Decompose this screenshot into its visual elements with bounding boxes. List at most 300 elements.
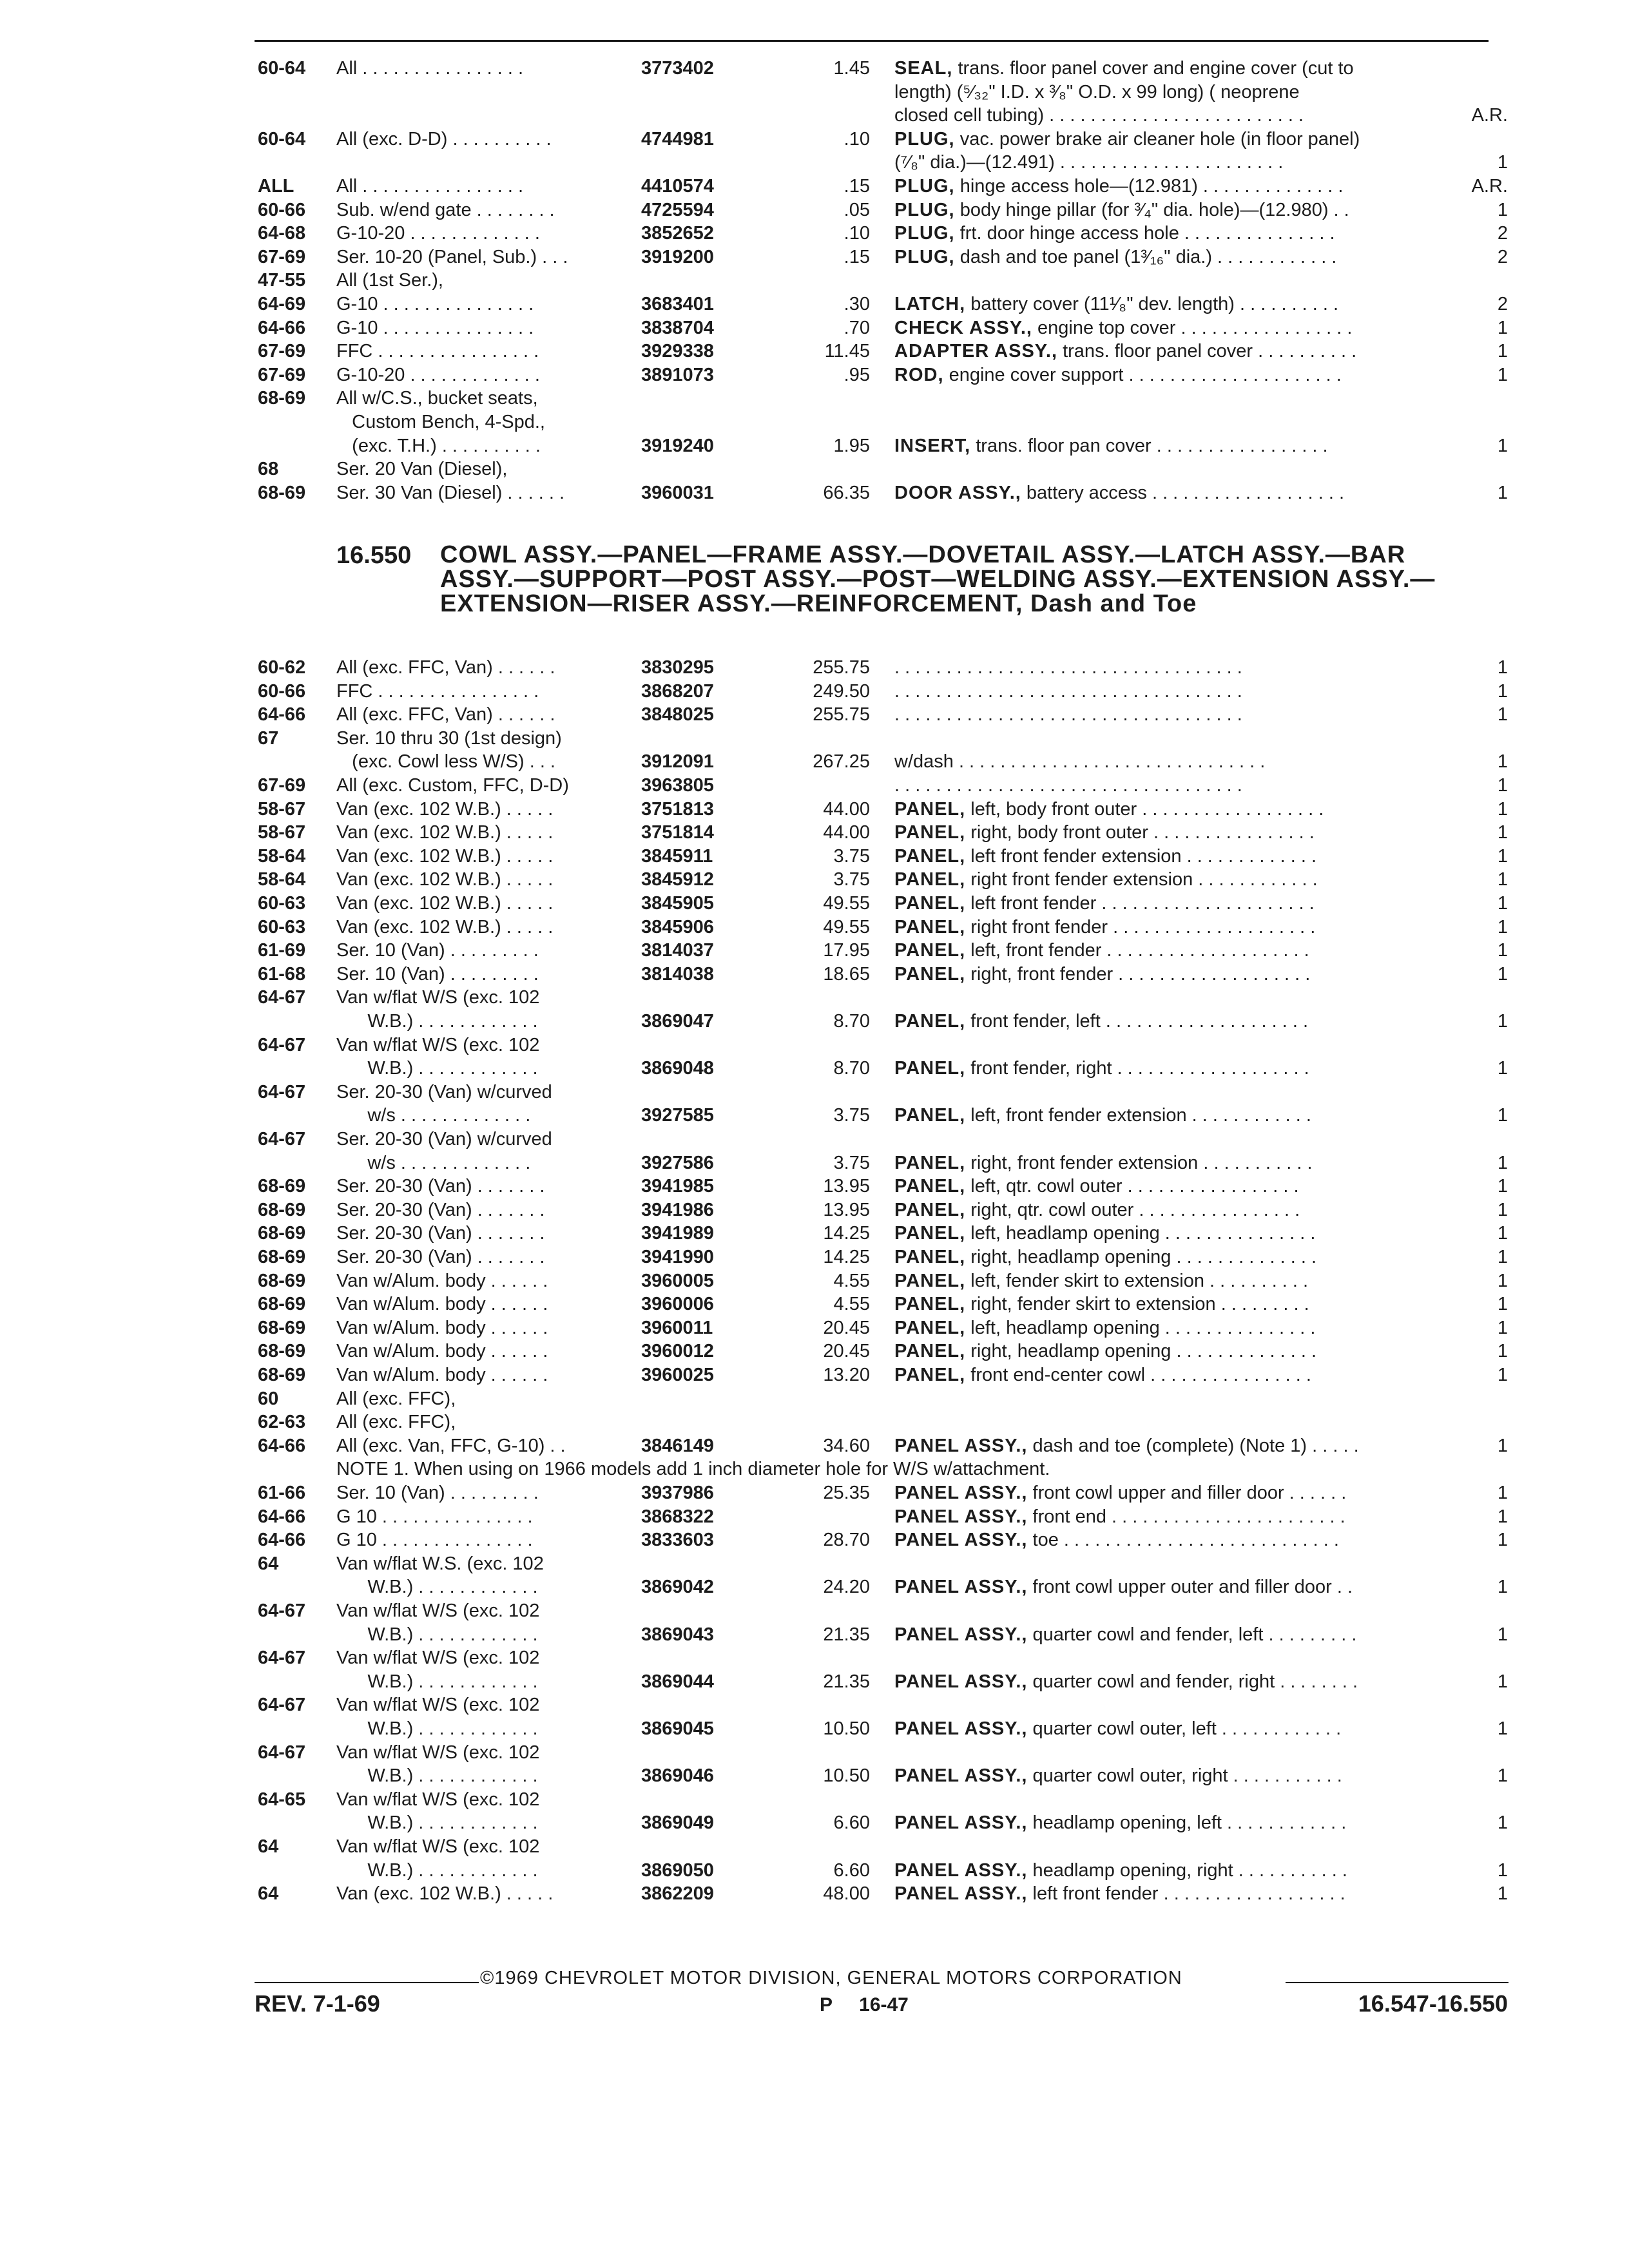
part-number-cell: 3869047 — [641, 1011, 714, 1032]
model-cell: G 10 . . . . . . . . . . . . . . . — [336, 1530, 533, 1551]
price-cell: 14.25 — [823, 1223, 870, 1244]
part-name: PANEL ASSY., — [894, 1883, 1028, 1905]
price-cell: 6.60 — [833, 1812, 870, 1834]
description-cell — [894, 1269, 1308, 1293]
price-cell: 10.50 — [823, 1765, 870, 1787]
year-cell: 60-62 — [258, 657, 306, 678]
description-cell — [894, 222, 1335, 245]
part-description: closed cell tubing) . . . . . . . . . . . . . . . . . . . . . . . . . — [894, 105, 1304, 126]
part-description: trans. floor pan cover . . . . . . . . . . . . . . . . . — [976, 435, 1328, 456]
part-row — [0, 481, 1629, 505]
quantity-cell: 1 — [1497, 1152, 1508, 1173]
year-cell: 60 — [258, 1388, 279, 1409]
price-cell: 66.35 — [823, 482, 870, 503]
quantity-cell: 1 — [1497, 1294, 1508, 1315]
year-cell: 58-64 — [258, 869, 306, 890]
description-cell — [894, 1198, 1300, 1222]
price-cell: 4.55 — [833, 1270, 870, 1291]
part-number-cell: 3868322 — [641, 1506, 714, 1527]
part-description: . . . . . . . . . . . . . . . . . . . . . . . . . . . . . . . . . . — [894, 775, 1242, 796]
price-cell: 267.25 — [813, 751, 870, 773]
description-cell — [894, 293, 1338, 316]
model-cell: Ser. 10 thru 30 (1st design) — [336, 727, 562, 749]
price-cell: .10 — [843, 223, 870, 244]
year-cell: 68-69 — [258, 388, 306, 409]
year-cell: 64-67 — [258, 1600, 306, 1621]
part-name: PANEL, — [894, 1176, 966, 1197]
part-row — [0, 1646, 1629, 1669]
part-number-cell: 3869042 — [641, 1577, 714, 1598]
year-cell: 64-67 — [258, 1081, 306, 1102]
part-name: PANEL ASSY., — [894, 1765, 1028, 1787]
model-cell: w/s . . . . . . . . . . . . . — [336, 1152, 531, 1173]
model-cell: Van (exc. 102 W.B.) . . . . . — [336, 1883, 554, 1905]
part-description: engine cover support . . . . . . . . . . . . . . . . . . . . . — [949, 364, 1342, 385]
quantity-cell: 1 — [1497, 916, 1508, 937]
year-cell: 68-69 — [258, 1270, 306, 1291]
model-cell: Ser. 20-30 (Van) . . . . . . . — [336, 1199, 545, 1220]
part-row — [0, 81, 1629, 104]
part-row — [0, 387, 1629, 410]
part-description: quarter cowl and fender, left . . . . . . . . . — [1032, 1624, 1357, 1645]
part-row — [0, 410, 1629, 434]
part-description: headlamp opening, right . . . . . . . . . . . — [1032, 1860, 1347, 1881]
description-cell — [894, 1575, 1353, 1599]
price-cell: 28.70 — [823, 1530, 870, 1551]
price-cell: 14.25 — [823, 1247, 870, 1267]
year-cell: 60-63 — [258, 916, 306, 937]
description-cell — [894, 1363, 1311, 1387]
part-number-cell: 3960012 — [641, 1341, 714, 1362]
year-cell: 61-66 — [258, 1483, 306, 1503]
part-description: left, front fender extension . . . . . . . . . . . . — [970, 1105, 1311, 1126]
quantity-cell: 1 — [1497, 1247, 1508, 1267]
part-description: left, front fender . . . . . . . . . . . . . . . . . . . . — [970, 940, 1309, 961]
quantity-cell: 1 — [1497, 775, 1508, 796]
year-cell: 67-69 — [258, 364, 306, 385]
part-row — [0, 845, 1629, 868]
part-description: right, body front outer . . . . . . . . . . . . . . . . — [970, 822, 1315, 843]
part-number-cell: 3941990 — [641, 1247, 714, 1267]
part-row — [0, 916, 1629, 939]
part-number-cell: 3869046 — [641, 1765, 714, 1787]
part-description: left, body front outer . . . . . . . . . . . . . . . . . . — [970, 798, 1324, 820]
description-cell — [894, 1505, 1345, 1528]
part-number-cell: 3852652 — [641, 223, 714, 244]
part-description: quarter cowl outer, right . . . . . . . . . . . — [1032, 1765, 1342, 1787]
model-cell: All (exc. FFC), — [336, 1388, 456, 1409]
model-cell: G 10 . . . . . . . . . . . . . . . — [336, 1506, 533, 1527]
part-number-cell: 3862209 — [641, 1883, 714, 1905]
price-cell: 8.70 — [833, 1058, 870, 1079]
part-row — [0, 1717, 1629, 1740]
year-cell: 64 — [258, 1883, 279, 1905]
part-name: PANEL, — [894, 1105, 966, 1126]
model-cell: Van w/flat W/S (exc. 102 — [336, 1600, 540, 1621]
part-description: front fender, right . . . . . . . . . . . . . . . . . . . — [970, 1058, 1309, 1079]
year-cell: 58-67 — [258, 822, 306, 843]
year-cell: 68-69 — [258, 1317, 306, 1338]
quantity-cell: 1 — [1497, 1812, 1508, 1834]
description-cell — [894, 1882, 1345, 1905]
part-name: PANEL, — [894, 1247, 966, 1267]
part-number-cell: 3869045 — [641, 1718, 714, 1739]
part-number-cell: 3869049 — [641, 1812, 714, 1834]
part-row — [0, 1788, 1629, 1811]
model-cell: Ser. 20-30 (Van) w/curved — [336, 1129, 552, 1149]
description-cell — [894, 434, 1328, 457]
description-cell — [894, 316, 1352, 340]
year-cell: 61-68 — [258, 963, 306, 985]
quantity-cell: 1 — [1497, 482, 1508, 503]
year-cell: 60-64 — [258, 128, 306, 149]
quantity-cell: 2 — [1497, 294, 1508, 314]
quantity-cell: 1 — [1497, 1765, 1508, 1787]
section-number: 16.550 — [336, 542, 412, 569]
model-cell: Ser. 10 (Van) . . . . . . . . . — [336, 1483, 539, 1503]
year-cell: 47-55 — [258, 270, 306, 291]
description-cell — [894, 104, 1304, 127]
part-row — [0, 245, 1629, 269]
part-description: left front fender extension . . . . . . . . . . . . . — [970, 845, 1317, 867]
description-cell — [894, 1104, 1311, 1127]
part-row — [0, 104, 1629, 127]
price-cell: .10 — [843, 128, 870, 149]
footer-rule-left — [255, 1982, 479, 1983]
part-row — [0, 457, 1629, 481]
year-cell: 64-67 — [258, 1695, 306, 1716]
description-cell — [894, 1481, 1346, 1504]
part-number-cell: 3845905 — [641, 893, 714, 914]
year-cell: 68-69 — [258, 1247, 306, 1267]
description-cell — [894, 939, 1309, 962]
part-name: PANEL, — [894, 1223, 966, 1244]
description-cell — [894, 175, 1343, 198]
part-name: PANEL, — [894, 1365, 966, 1385]
part-description: dash and toe (complete) (Note 1) . . . . . — [1032, 1435, 1359, 1456]
year-cell: 64-69 — [258, 294, 306, 314]
year-cell: ALL — [258, 176, 294, 197]
description-cell — [894, 1528, 1339, 1552]
price-cell: 255.75 — [813, 704, 870, 726]
description-cell — [894, 1175, 1299, 1198]
quantity-cell: 1 — [1497, 845, 1508, 867]
description-cell — [894, 1057, 1309, 1080]
part-row — [0, 1882, 1629, 1905]
model-cell: (exc. T.H.) . . . . . . . . . . — [336, 435, 541, 456]
year-cell: 64-67 — [258, 1742, 306, 1763]
part-row — [0, 821, 1629, 844]
description-cell — [894, 245, 1336, 269]
description-cell — [894, 1316, 1315, 1340]
part-row — [0, 1835, 1629, 1858]
part-name: PANEL ASSY., — [894, 1624, 1028, 1645]
part-name: PANEL ASSY., — [894, 1577, 1028, 1598]
model-cell: W.B.) . . . . . . . . . . . . — [336, 1671, 538, 1692]
model-cell: Van w/Alum. body . . . . . . — [336, 1317, 548, 1338]
description-cell — [894, 703, 1242, 726]
part-number-cell: 3891073 — [641, 364, 714, 385]
quantity-cell: 1 — [1497, 822, 1508, 843]
part-row — [0, 1693, 1629, 1716]
price-cell: 4.55 — [833, 1294, 870, 1315]
footer-rule-right — [1286, 1982, 1509, 1983]
part-row — [0, 1505, 1629, 1528]
part-description: front fender, left . . . . . . . . . . . . . . . . . . . . — [970, 1011, 1309, 1032]
part-row — [0, 1269, 1629, 1293]
part-number-cell: 3814038 — [641, 963, 714, 985]
part-row — [0, 1434, 1629, 1457]
part-row — [0, 1741, 1629, 1764]
quantity-cell: 1 — [1497, 435, 1508, 456]
model-cell: Ser. 20-30 (Van) . . . . . . . — [336, 1223, 545, 1244]
model-cell: Van w/Alum. body . . . . . . — [336, 1270, 548, 1291]
part-name: ROD, — [894, 364, 944, 385]
model-cell: FFC . . . . . . . . . . . . . . . . — [336, 341, 539, 362]
price-cell: .30 — [843, 294, 870, 314]
description-cell — [894, 680, 1242, 703]
part-row — [0, 774, 1629, 797]
model-cell: All (exc. FFC, Van) . . . . . . — [336, 657, 555, 678]
price-cell: .95 — [843, 364, 870, 385]
model-cell: (exc. Cowl less W/S) . . . — [336, 751, 555, 773]
description-cell — [894, 57, 1354, 80]
part-description: engine top cover . . . . . . . . . . . . . . . . . — [1037, 317, 1353, 338]
quantity-cell: 1 — [1497, 1223, 1508, 1244]
part-description: left front fender . . . . . . . . . . . . . . . . . . . . . — [970, 893, 1315, 914]
part-number-cell: 3869048 — [641, 1058, 714, 1079]
description-cell — [894, 821, 1315, 844]
part-description: right front fender extension . . . . . . . . . . . . — [970, 869, 1318, 890]
part-number-cell: 3751813 — [641, 798, 714, 820]
description-cell — [894, 892, 1315, 915]
part-number-cell: 3846149 — [641, 1435, 714, 1456]
part-number-cell: 3919240 — [641, 435, 714, 456]
part-description: left, fender skirt to extension . . . . . . . . . . — [970, 1270, 1309, 1291]
quantity-cell: 1 — [1497, 1577, 1508, 1598]
part-number-cell: 3814037 — [641, 940, 714, 961]
price-cell: 10.50 — [823, 1718, 870, 1739]
part-name: PANEL, — [894, 963, 966, 985]
description-cell — [894, 1859, 1347, 1882]
quantity-cell: 1 — [1497, 657, 1508, 678]
price-cell: .05 — [843, 199, 870, 220]
description-cell — [894, 1222, 1315, 1245]
footer-page-number: P 16-47 — [820, 1994, 909, 2015]
price-cell: 13.20 — [823, 1365, 870, 1385]
price-cell: 1.95 — [833, 435, 870, 456]
quantity-cell: 1 — [1497, 1671, 1508, 1692]
part-description: trans. floor panel cover and engine cover (cut to — [958, 58, 1354, 79]
part-row — [0, 1316, 1629, 1340]
part-description: front end-center cowl . . . . . . . . . . . . . . . . — [970, 1365, 1311, 1385]
model-cell: Ser. 10-20 (Panel, Sub.) . . . — [336, 246, 568, 267]
model-cell: Ser. 30 Van (Diesel) . . . . . . — [336, 482, 565, 503]
part-row — [0, 363, 1629, 387]
quantity-cell: 1 — [1497, 680, 1508, 702]
part-number-cell: 3869044 — [641, 1671, 714, 1692]
quantity-cell: 1 — [1497, 1530, 1508, 1551]
part-number-cell: 3845911 — [641, 845, 713, 867]
year-cell: 60-66 — [258, 680, 306, 702]
part-row — [0, 1552, 1629, 1575]
part-number-cell: 4410574 — [641, 176, 714, 197]
description-cell — [894, 916, 1315, 939]
part-row — [0, 1623, 1629, 1646]
description-cell — [894, 1670, 1358, 1693]
part-number-cell: 3941985 — [641, 1176, 714, 1197]
model-cell: Van w/Alum. body . . . . . . — [336, 1365, 548, 1385]
part-row — [0, 128, 1629, 151]
part-description: quarter cowl outer, left . . . . . . . . . . . . — [1032, 1718, 1342, 1739]
part-row — [0, 1057, 1629, 1080]
year-cell: 64-66 — [258, 1506, 306, 1527]
quantity-cell: 1 — [1497, 1270, 1508, 1291]
year-cell: 64-66 — [258, 1530, 306, 1551]
model-cell: W.B.) . . . . . . . . . . . . — [336, 1860, 538, 1881]
quantity-cell: A.R. — [1471, 105, 1508, 126]
part-row — [0, 1245, 1629, 1269]
part-description: front end . . . . . . . . . . . . . . . . . . . . . . . — [1032, 1506, 1345, 1527]
part-name: CHECK ASSY., — [894, 317, 1032, 338]
part-description: battery access . . . . . . . . . . . . . . . . . . . — [1026, 482, 1345, 503]
description-cell — [894, 656, 1242, 679]
part-number-cell: 3845912 — [641, 869, 714, 890]
part-name: PANEL ASSY., — [894, 1812, 1028, 1834]
part-name: PANEL, — [894, 869, 966, 890]
model-cell: Van (exc. 102 W.B.) . . . . . — [336, 798, 554, 820]
part-number-cell: 4725594 — [641, 199, 714, 220]
description-cell — [894, 774, 1242, 797]
year-cell: 67 — [258, 727, 279, 749]
part-number-cell: 3773402 — [641, 58, 714, 79]
quantity-cell: 2 — [1497, 246, 1508, 267]
part-number-cell: 3927586 — [641, 1152, 714, 1173]
part-row — [0, 175, 1629, 198]
part-name: PANEL ASSY., — [894, 1860, 1028, 1881]
part-name: PANEL, — [894, 1270, 966, 1291]
part-number-cell: 3941989 — [641, 1223, 714, 1244]
model-cell: Van (exc. 102 W.B.) . . . . . — [336, 893, 554, 914]
year-cell: 61-69 — [258, 940, 306, 961]
quantity-cell: 1 — [1497, 1483, 1508, 1503]
model-cell: Van (exc. 102 W.B.) . . . . . — [336, 845, 554, 867]
part-row — [0, 1457, 1629, 1481]
year-cell: 64-67 — [258, 1648, 306, 1669]
part-description: trans. floor panel cover . . . . . . . . . . — [1063, 341, 1357, 362]
part-number-cell: 3929338 — [641, 341, 714, 362]
part-name: PANEL, — [894, 798, 966, 820]
part-name: PANEL, — [894, 1199, 966, 1220]
year-cell: 68-69 — [258, 1294, 306, 1315]
price-cell: 13.95 — [823, 1176, 870, 1197]
quantity-cell: 1 — [1497, 1435, 1508, 1456]
quantity-cell: 1 — [1497, 341, 1508, 362]
part-name: PANEL, — [894, 893, 966, 914]
model-cell: Custom Bench, 4-Spd., — [336, 412, 545, 432]
part-name: PANEL, — [894, 940, 966, 961]
description-cell — [894, 1340, 1316, 1363]
year-cell: 68 — [258, 459, 279, 480]
description-cell — [894, 151, 1283, 174]
description-cell — [894, 750, 1265, 773]
part-description: quarter cowl and fender, right . . . . . . . . — [1032, 1671, 1358, 1692]
model-cell: All (exc. Van, FFC, G-10) . . — [336, 1435, 566, 1456]
quantity-cell: 2 — [1497, 223, 1508, 244]
part-name: PANEL ASSY., — [894, 1435, 1028, 1456]
part-row — [0, 1293, 1629, 1316]
quantity-cell: 1 — [1497, 1199, 1508, 1220]
quantity-cell: 1 — [1497, 1317, 1508, 1338]
part-row — [0, 1599, 1629, 1622]
price-cell: 44.00 — [823, 822, 870, 843]
part-name: PANEL ASSY., — [894, 1671, 1028, 1692]
description-cell — [894, 1293, 1309, 1316]
year-cell: 68-69 — [258, 1176, 306, 1197]
part-name: PANEL ASSY., — [894, 1483, 1028, 1503]
model-cell: Ser. 20 Van (Diesel), — [336, 459, 508, 480]
part-name: PANEL, — [894, 822, 966, 843]
part-row — [0, 1575, 1629, 1599]
model-cell: G-10 . . . . . . . . . . . . . . . — [336, 294, 534, 314]
model-cell: All (exc. D-D) . . . . . . . . . . — [336, 128, 552, 149]
part-row — [0, 222, 1629, 245]
price-cell: 255.75 — [813, 657, 870, 678]
part-row — [0, 151, 1629, 174]
year-cell: 64-67 — [258, 1129, 306, 1149]
quantity-cell: 1 — [1497, 1058, 1508, 1079]
model-cell: Van w/flat W/S (exc. 102 — [336, 1034, 540, 1055]
part-row — [0, 1859, 1629, 1882]
part-number-cell: 3751814 — [641, 822, 714, 843]
year-cell: 68-69 — [258, 1365, 306, 1385]
part-number-cell: 3833603 — [641, 1530, 714, 1551]
price-cell: 49.55 — [823, 893, 870, 914]
part-name: PANEL, — [894, 1058, 966, 1079]
part-name: PANEL ASSY., — [894, 1506, 1028, 1527]
year-cell: 68-69 — [258, 1223, 306, 1244]
model-cell: W.B.) . . . . . . . . . . . . — [336, 1718, 538, 1739]
quantity-cell: 1 — [1497, 199, 1508, 220]
part-description: front cowl upper outer and filler door . . — [1032, 1577, 1353, 1598]
part-number-cell: 3960006 — [641, 1294, 714, 1315]
model-cell: Van w/flat W/S (exc. 102 — [336, 1695, 540, 1716]
quantity-cell: A.R. — [1471, 176, 1508, 197]
price-cell: 21.35 — [823, 1624, 870, 1645]
part-description: front cowl upper and filler door . . . . . . — [1032, 1483, 1347, 1503]
quantity-cell: 1 — [1497, 963, 1508, 985]
quantity-cell: 1 — [1497, 317, 1508, 338]
model-cell: G-10-20 . . . . . . . . . . . . . — [336, 223, 540, 244]
part-row — [0, 1811, 1629, 1834]
part-row — [0, 939, 1629, 962]
description-cell — [894, 340, 1356, 363]
part-row — [0, 1670, 1629, 1693]
price-cell: 34.60 — [823, 1435, 870, 1456]
part-description: right, qtr. cowl outer . . . . . . . . . . . . . . . . — [970, 1199, 1300, 1220]
part-row — [0, 680, 1629, 703]
description-cell — [894, 1151, 1313, 1175]
model-cell: Van (exc. 102 W.B.) . . . . . — [336, 869, 554, 890]
part-row — [0, 198, 1629, 222]
part-description: left, headlamp opening . . . . . . . . . . . . . . . — [970, 1317, 1316, 1338]
description-cell — [894, 1245, 1316, 1269]
year-cell: 60-64 — [258, 58, 306, 79]
part-name: PANEL, — [894, 1341, 966, 1362]
part-number-cell: 3868207 — [641, 680, 714, 702]
part-row — [0, 1128, 1629, 1151]
model-cell: Van (exc. 102 W.B.) . . . . . — [336, 916, 554, 937]
